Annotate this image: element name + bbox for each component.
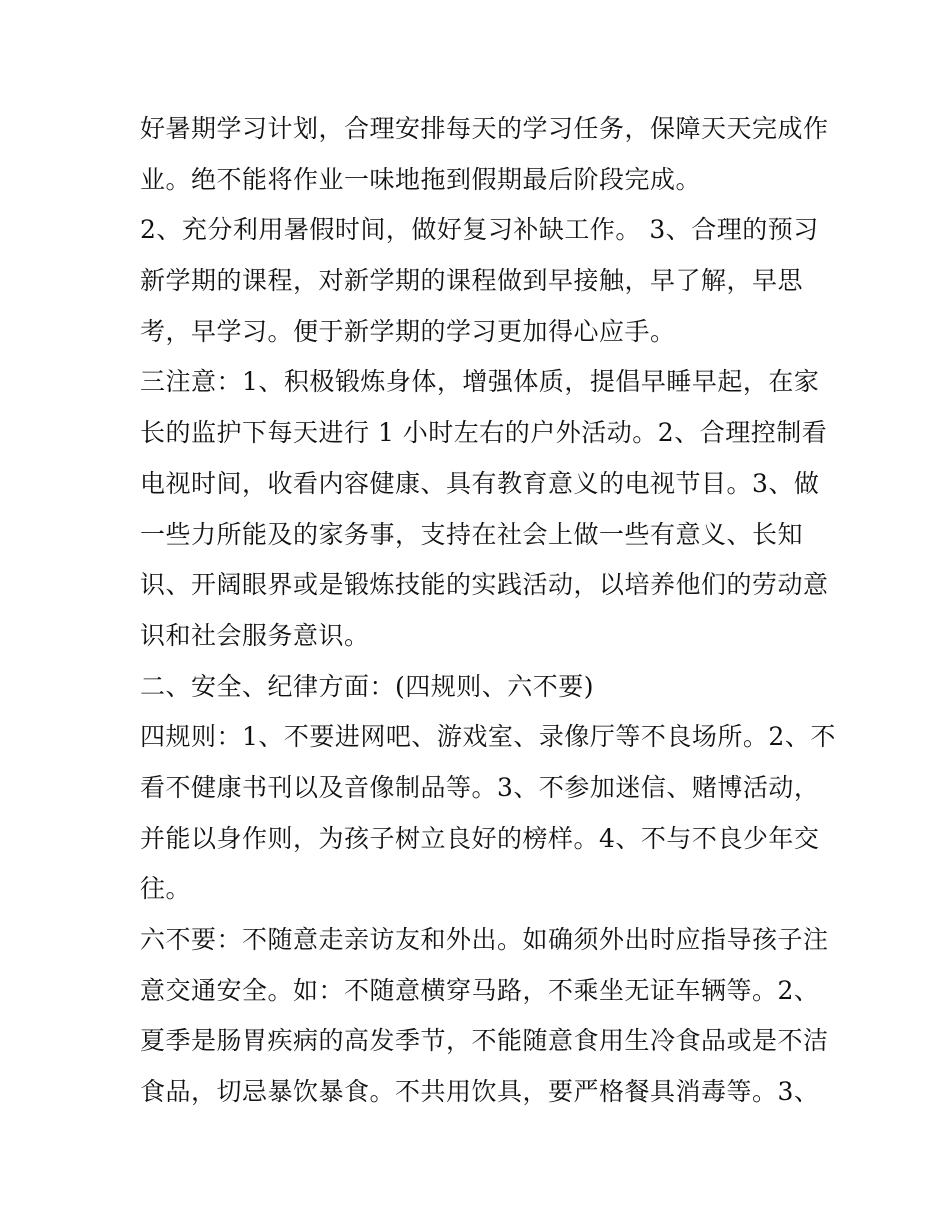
text-line: 六不要：不随意走亲访友和外出。如确须外出时应指导孩子注 (140, 925, 829, 954)
section-heading: 二、安全、纪律方面：(四规则、六不要) (140, 671, 595, 701)
text-line: 意交通安全。如：不随意横穿马路，不乘坐无证车辆等。2、 (140, 975, 820, 1005)
text-line: 长的监护下每天进行 1 小时左右的户外活动。2、合理控制看 (140, 418, 828, 448)
text-line: 夏季是肠胃疾病的高发季节，不能随意食用生冷食品或是不洁 (140, 1026, 829, 1056)
text-line: 一些力所能及的家务事，支持在社会上做一些有意义、长知 (140, 519, 804, 549)
document-body (140, 104, 836, 1118)
text-line: 三注意：1、积极锻炼身体，增强体质，提倡早睡早起，在家 (140, 367, 820, 397)
text-line: 2、充分利用暑假时间，做好复习补缺工作。 3、合理的预习 (140, 215, 819, 245)
text-line: 往。 (140, 874, 192, 904)
text-line: 电视时间，收看内容健康、具有教育意义的电视节目。3、做 (140, 468, 820, 498)
text-line: 业。绝不能将作业一味地拖到假期最后阶段完成。 (140, 164, 702, 194)
text-line: 好暑期学习计划，合理安排每天的学习任务，保障天天完成作 (140, 114, 829, 143)
text-line: 新学期的课程，对新学期的课程做到早接触，早了解，早思 (140, 266, 804, 296)
text-line: 考，早学习。便于新学期的学习更加得心应手。 (140, 316, 676, 346)
text-line: 识、开阔眼界或是锻炼技能的实践活动，以培养他们的劳动意 (140, 570, 829, 600)
text-line: 看不健康书刊以及音像制品等。3、不参加迷信、赌博活动， (140, 772, 820, 802)
text-line: 四规则：1、不要进网吧、游戏室、录像厅等不良场所。2、不 (140, 722, 836, 752)
text-line: 并能以身作则，为孩子树立良好的榜样。4、不与不良少年交 (140, 823, 820, 853)
text-line: 识和社会服务意识。 (140, 620, 370, 650)
text-line: 食品，切忌暴饮暴食。不共用饮具，要严格餐具消毒等。3、 (140, 1077, 820, 1107)
